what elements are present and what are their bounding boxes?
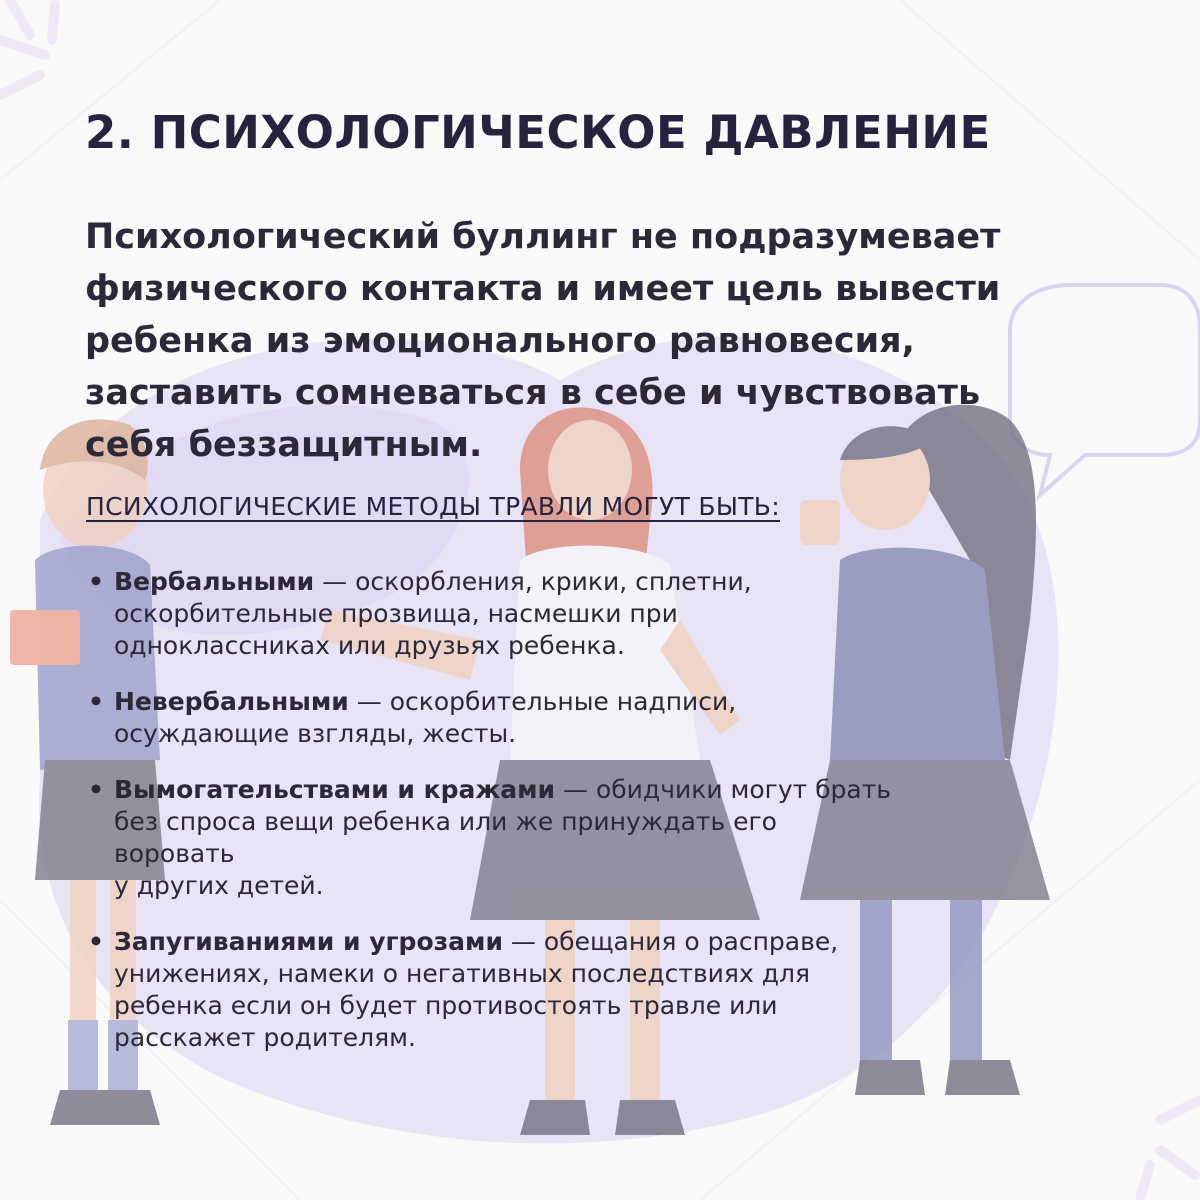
item-term: Запугиваниями и угрозами bbox=[114, 927, 503, 956]
intro-line: ребенка из эмоционального равновесия, bbox=[85, 321, 915, 361]
methods-list bbox=[88, 566, 1118, 1078]
item-line: воровать bbox=[114, 839, 235, 868]
item-line: ребенка если он будет противостоять травле или bbox=[114, 991, 778, 1020]
item-line: расскажет родителям. bbox=[114, 1023, 416, 1052]
list-item bbox=[88, 774, 1118, 902]
bullet-icon: • bbox=[88, 927, 104, 956]
item-line: одноклассниках или друзьях ребенка. bbox=[114, 631, 625, 660]
item-line: у других детей. bbox=[114, 871, 324, 900]
item-line: осуждающие взгляды, жесты. bbox=[114, 719, 517, 748]
intro-line: физического контакта и имеет цель вывести bbox=[85, 269, 1001, 309]
intro-line: себя беззащитным. bbox=[85, 425, 483, 465]
item-term: Вербальными bbox=[114, 567, 315, 596]
item-first-line bbox=[114, 926, 1118, 958]
page-title: 2. ПСИХОЛОГИЧЕСКОЕ ДАВЛЕНИЕ bbox=[85, 106, 991, 159]
item-line: без спроса вещи ребенка или же принуждать его bbox=[114, 807, 777, 836]
intro-paragraph bbox=[85, 211, 1125, 471]
intro-line: Психологический буллинг не подразумевает bbox=[85, 217, 1001, 257]
bullet-icon: • bbox=[88, 687, 104, 716]
item-line: унижениях, намеки о негативных последствиях для bbox=[114, 959, 811, 988]
item-first-line bbox=[114, 566, 1118, 598]
item-first-line bbox=[114, 774, 1118, 806]
bullet-icon: • bbox=[88, 567, 104, 596]
methods-heading: ПСИХОЛОГИЧЕСКИЕ МЕТОДЫ ТРАВЛИ МОГУТ БЫТЬ: bbox=[86, 492, 780, 521]
item-term: Невербальными bbox=[114, 687, 349, 716]
item-term: Вымогательствами и кражами bbox=[114, 775, 556, 804]
bullet-icon: • bbox=[88, 775, 104, 804]
list-item bbox=[88, 686, 1118, 750]
list-item bbox=[88, 926, 1118, 1054]
item-first-line bbox=[114, 686, 1118, 718]
item-line: оскорбительные прозвища, насмешки при bbox=[114, 599, 678, 628]
item-description: — оскорбления, крики, сплетни, bbox=[314, 567, 752, 596]
list-item bbox=[88, 566, 1118, 662]
item-description: — обидчики могут брать bbox=[555, 775, 892, 804]
item-description: — оскорбительные надписи, bbox=[348, 687, 737, 716]
item-description: — обещания о расправе, bbox=[502, 927, 839, 956]
intro-line: заставить сомневаться в себе и чувствовать bbox=[85, 373, 981, 413]
